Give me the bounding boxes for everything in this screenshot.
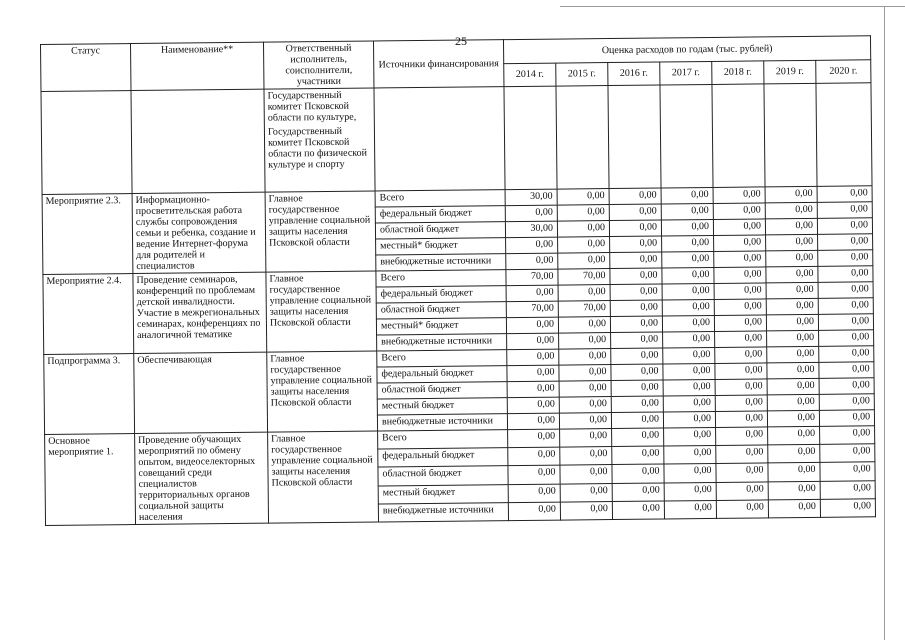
amount-cell: 0,00 — [767, 378, 819, 395]
amount-cell: 0,00 — [610, 316, 662, 333]
amount-cell: 0,00 — [817, 218, 872, 235]
group-name: Проведение обучающих мероприятий по обмену опытом, видеоселекторных совещаний среди специалистов территориальных органов социальной защиты населения — [135, 432, 269, 524]
amount-cell: 0,00 — [715, 379, 767, 396]
amount-cell: 0,00 — [817, 186, 872, 203]
amount-cell: 0,00 — [766, 314, 818, 331]
amount-cell: 0,00 — [714, 283, 766, 300]
amount-cell: 0,00 — [661, 187, 713, 204]
amount-cell: 30,00 — [505, 221, 557, 238]
cell-empty — [608, 85, 661, 189]
amount-cell: 0,00 — [662, 283, 714, 300]
amount-cell: 0,00 — [663, 347, 715, 364]
amount-cell: 0,00 — [557, 189, 609, 206]
amount-cell: 0,00 — [612, 428, 664, 447]
amount-cell: 0,00 — [664, 500, 716, 519]
funding-source: Всего — [375, 190, 505, 207]
amount-cell: 0,00 — [766, 266, 818, 283]
amount-cell: 0,00 — [557, 221, 609, 238]
header-year: 2016 г. — [608, 62, 660, 86]
amount-cell: 0,00 — [661, 203, 713, 220]
group-name: Проведение семинаров, конференций по проблемам детской инвалидности. Участие в межрегиональных семинарах, конференциях по аналогичной тематике — [133, 272, 267, 353]
funding-source: внебюджетные источники — [376, 254, 506, 271]
amount-cell: 0,00 — [662, 235, 714, 252]
funding-source: областной бюджет — [378, 466, 508, 486]
amount-cell: 0,00 — [559, 365, 611, 382]
amount-cell: 0,00 — [558, 253, 610, 270]
amount-cell: 0,00 — [818, 250, 873, 267]
amount-cell: 0,00 — [716, 427, 768, 446]
amount-cell: 0,00 — [508, 447, 560, 466]
header-year: 2015 г. — [556, 62, 608, 86]
cell-empty — [374, 87, 505, 191]
amount-cell: 0,00 — [508, 502, 560, 521]
amount-cell: 0,00 — [768, 445, 820, 464]
amount-cell: 0,00 — [716, 500, 768, 519]
scan-right-edge — [884, 6, 885, 640]
amount-cell: 0,00 — [506, 253, 558, 270]
amount-cell: 0,00 — [611, 348, 663, 365]
amount-cell: 0,00 — [768, 426, 820, 445]
cell-empty — [660, 84, 713, 188]
amount-cell: 0,00 — [767, 410, 819, 427]
amount-cell: 0,00 — [663, 411, 715, 428]
amount-cell: 0,00 — [558, 285, 610, 302]
amount-cell: 0,00 — [716, 463, 768, 482]
amount-cell: 0,00 — [558, 237, 610, 254]
header-sources: Источники финансирования — [373, 40, 503, 88]
amount-cell: 0,00 — [817, 202, 872, 219]
amount-cell: 0,00 — [505, 205, 557, 222]
amount-cell: 0,00 — [765, 202, 817, 219]
amount-cell: 0,00 — [820, 426, 875, 445]
amount-cell: 0,00 — [610, 300, 662, 317]
amount-cell: 0,00 — [559, 349, 611, 366]
amount-cell: 0,00 — [559, 333, 611, 350]
amount-cell: 0,00 — [506, 237, 558, 254]
amount-cell: 70,00 — [506, 301, 558, 318]
funding-source: местный бюджет — [377, 398, 507, 415]
amount-cell: 0,00 — [612, 464, 664, 483]
amount-cell: 0,00 — [662, 251, 714, 268]
amount-cell: 0,00 — [819, 346, 874, 363]
amount-cell: 0,00 — [664, 427, 716, 446]
cell-empty — [816, 83, 872, 187]
funding-source: местный* бюджет — [376, 238, 506, 255]
amount-cell: 0,00 — [768, 481, 820, 500]
executor-text: Государственный комитет Псковской области по физической культуре и спорту — [267, 125, 367, 171]
amount-cell: 0,00 — [715, 395, 767, 412]
amount-cell: 0,00 — [818, 298, 873, 315]
amount-cell: 0,00 — [611, 396, 663, 413]
group-status: Мероприятие 2.4. — [43, 274, 134, 355]
amount-cell: 0,00 — [767, 394, 819, 411]
header-estimate: Оценка расходов по годам (тыс. рублей) — [503, 36, 870, 63]
funding-source: внебюджетные источники — [378, 502, 508, 522]
amount-cell: 0,00 — [767, 330, 819, 347]
funding-source: федеральный бюджет — [375, 206, 505, 223]
amount-cell: 0,00 — [818, 314, 873, 331]
amount-cell: 0,00 — [715, 363, 767, 380]
amount-cell: 70,00 — [558, 269, 610, 286]
amount-cell: 0,00 — [715, 411, 767, 428]
amount-cell: 0,00 — [715, 347, 767, 364]
amount-cell: 0,00 — [713, 219, 765, 236]
amount-cell: 0,00 — [768, 499, 820, 518]
group-status: Подпрограмма 3. — [44, 354, 135, 435]
funding-source: федеральный бюджет — [377, 366, 507, 383]
group-executor: Главное государственное управление социальной защиты населения Псковской области — [268, 431, 379, 523]
amount-cell: 0,00 — [508, 484, 560, 503]
amount-cell: 0,00 — [508, 429, 560, 448]
header-year: 2017 г. — [660, 61, 712, 85]
amount-cell: 0,00 — [507, 397, 559, 414]
funding-source: внебюджетные источники — [377, 334, 507, 351]
amount-cell: 0,00 — [818, 234, 873, 251]
amount-cell: 0,00 — [767, 362, 819, 379]
funding-source: федеральный бюджет — [376, 286, 506, 303]
amount-cell: 0,00 — [766, 234, 818, 251]
cell-empty — [556, 86, 609, 190]
cell-empty — [131, 89, 265, 193]
amount-cell: 0,00 — [766, 298, 818, 315]
amount-cell: 0,00 — [820, 499, 875, 518]
amount-cell: 0,00 — [664, 446, 716, 465]
group-status: Мероприятие 2.3. — [42, 194, 133, 275]
amount-cell: 0,00 — [714, 299, 766, 316]
budget-table — [40, 35, 876, 526]
amount-cell: 0,00 — [714, 315, 766, 332]
group-name: Обеспечивающая — [134, 352, 268, 433]
amount-cell: 0,00 — [819, 378, 874, 395]
group-executor: Главное государственное управление социальной защиты населения Псковской области — [265, 191, 376, 272]
amount-cell: 0,00 — [819, 362, 874, 379]
amount-cell: 0,00 — [507, 381, 559, 398]
amount-cell: 0,00 — [662, 315, 714, 332]
executor-text: Государственный комитет Псковской области по культуре, — [267, 89, 357, 124]
funding-source: Всего — [376, 270, 506, 287]
funding-source: Всего — [378, 430, 508, 450]
amount-cell: 30,00 — [505, 189, 557, 206]
header-year: 2019 г. — [764, 60, 816, 84]
header-year: 2018 г. — [712, 60, 764, 84]
continuation-row — [41, 83, 872, 195]
page-number: 25 — [455, 34, 467, 48]
amount-cell: 0,00 — [716, 445, 768, 464]
amount-cell: 0,00 — [610, 252, 662, 269]
amount-cell: 0,00 — [663, 379, 715, 396]
group-name: Информационно-просветительская работа службы сопровождения семьи и ребенка, создание и ведение Интернет-форума для родителей и специалистов — [132, 192, 266, 273]
amount-cell: 0,00 — [714, 267, 766, 284]
amount-cell: 0,00 — [767, 346, 819, 363]
amount-cell: 0,00 — [560, 447, 612, 466]
amount-cell: 0,00 — [611, 332, 663, 349]
amount-cell: 0,00 — [819, 410, 874, 427]
amount-cell: 0,00 — [664, 464, 716, 483]
amount-cell: 0,00 — [663, 331, 715, 348]
amount-cell: 0,00 — [664, 482, 716, 501]
amount-cell: 0,00 — [559, 413, 611, 430]
amount-cell: 0,00 — [559, 381, 611, 398]
amount-cell: 0,00 — [508, 465, 560, 484]
amount-cell: 0,00 — [612, 446, 664, 465]
amount-cell: 0,00 — [612, 501, 664, 520]
amount-cell: 0,00 — [766, 250, 818, 267]
header-year: 2020 г. — [816, 59, 871, 83]
amount-cell: 0,00 — [507, 365, 559, 382]
cell-empty — [41, 91, 132, 195]
amount-cell: 0,00 — [506, 317, 558, 334]
amount-cell: 0,00 — [818, 282, 873, 299]
funding-source: областной бюджет — [376, 302, 506, 319]
funding-source: областной бюджет — [377, 382, 507, 399]
amount-cell: 0,00 — [662, 267, 714, 284]
amount-cell: 0,00 — [558, 317, 610, 334]
amount-cell: 0,00 — [819, 330, 874, 347]
group-executor: Главное государственное управление социальной защиты населения Псковской области — [266, 271, 377, 352]
amount-cell: 0,00 — [768, 463, 820, 482]
amount-cell: 0,00 — [716, 481, 768, 500]
amount-cell: 0,00 — [507, 413, 559, 430]
amount-cell: 70,00 — [506, 269, 558, 286]
amount-cell: 0,00 — [661, 219, 713, 236]
amount-cell: 0,00 — [820, 462, 875, 481]
amount-cell: 0,00 — [609, 220, 661, 237]
document-page — [40, 35, 875, 526]
header-name: Наименование** — [131, 42, 264, 90]
amount-cell: 0,00 — [714, 235, 766, 252]
amount-cell: 0,00 — [714, 251, 766, 268]
header-executor: Ответственный исполнитель, соисполнители, участники — [263, 41, 373, 89]
amount-cell: 0,00 — [663, 363, 715, 380]
amount-cell: 0,00 — [713, 203, 765, 220]
cell-empty — [504, 86, 557, 190]
amount-cell: 0,00 — [662, 299, 714, 316]
header-year: 2014 г. — [504, 63, 556, 87]
funding-source: внебюджетные источники — [377, 414, 507, 431]
amount-cell: 0,00 — [609, 188, 661, 205]
amount-cell: 0,00 — [820, 480, 875, 499]
amount-cell: 0,00 — [610, 284, 662, 301]
continuation-executor — [264, 88, 375, 192]
amount-cell: 0,00 — [766, 282, 818, 299]
amount-cell: 0,00 — [713, 187, 765, 204]
amount-cell: 0,00 — [612, 483, 664, 502]
scan-top-edge — [560, 6, 905, 7]
funding-source: федеральный бюджет — [378, 448, 508, 468]
amount-cell: 0,00 — [611, 364, 663, 381]
cell-empty — [764, 83, 817, 187]
funding-source: Всего — [377, 350, 507, 367]
funding-source: областной бюджет — [375, 222, 505, 239]
amount-cell: 0,00 — [663, 395, 715, 412]
funding-source: местный бюджет — [378, 484, 508, 504]
amount-cell: 0,00 — [559, 397, 611, 414]
cell-empty — [712, 84, 765, 188]
amount-cell: 0,00 — [715, 331, 767, 348]
amount-cell: 70,00 — [558, 301, 610, 318]
amount-cell: 0,00 — [506, 285, 558, 302]
amount-cell: 0,00 — [507, 349, 559, 366]
amount-cell: 0,00 — [557, 205, 609, 222]
amount-cell: 0,00 — [611, 380, 663, 397]
amount-cell: 0,00 — [611, 412, 663, 429]
group-executor: Главное государственное управление социальной защиты населения Псковской области — [267, 351, 378, 432]
amount-cell: 0,00 — [818, 266, 873, 283]
amount-cell: 0,00 — [560, 483, 612, 502]
amount-cell: 0,00 — [820, 444, 875, 463]
amount-cell: 0,00 — [560, 501, 612, 520]
amount-cell: 0,00 — [765, 186, 817, 203]
amount-cell: 0,00 — [560, 429, 612, 448]
header-status: Статус — [41, 44, 131, 92]
amount-cell: 0,00 — [765, 218, 817, 235]
group-status: Основное мероприятие 1. — [45, 434, 136, 526]
amount-cell: 0,00 — [610, 268, 662, 285]
amount-cell: 0,00 — [560, 465, 612, 484]
amount-cell: 0,00 — [610, 236, 662, 253]
amount-cell: 0,00 — [819, 394, 874, 411]
funding-source: местный* бюджет — [376, 318, 506, 335]
amount-cell: 0,00 — [609, 204, 661, 221]
amount-cell: 0,00 — [507, 333, 559, 350]
